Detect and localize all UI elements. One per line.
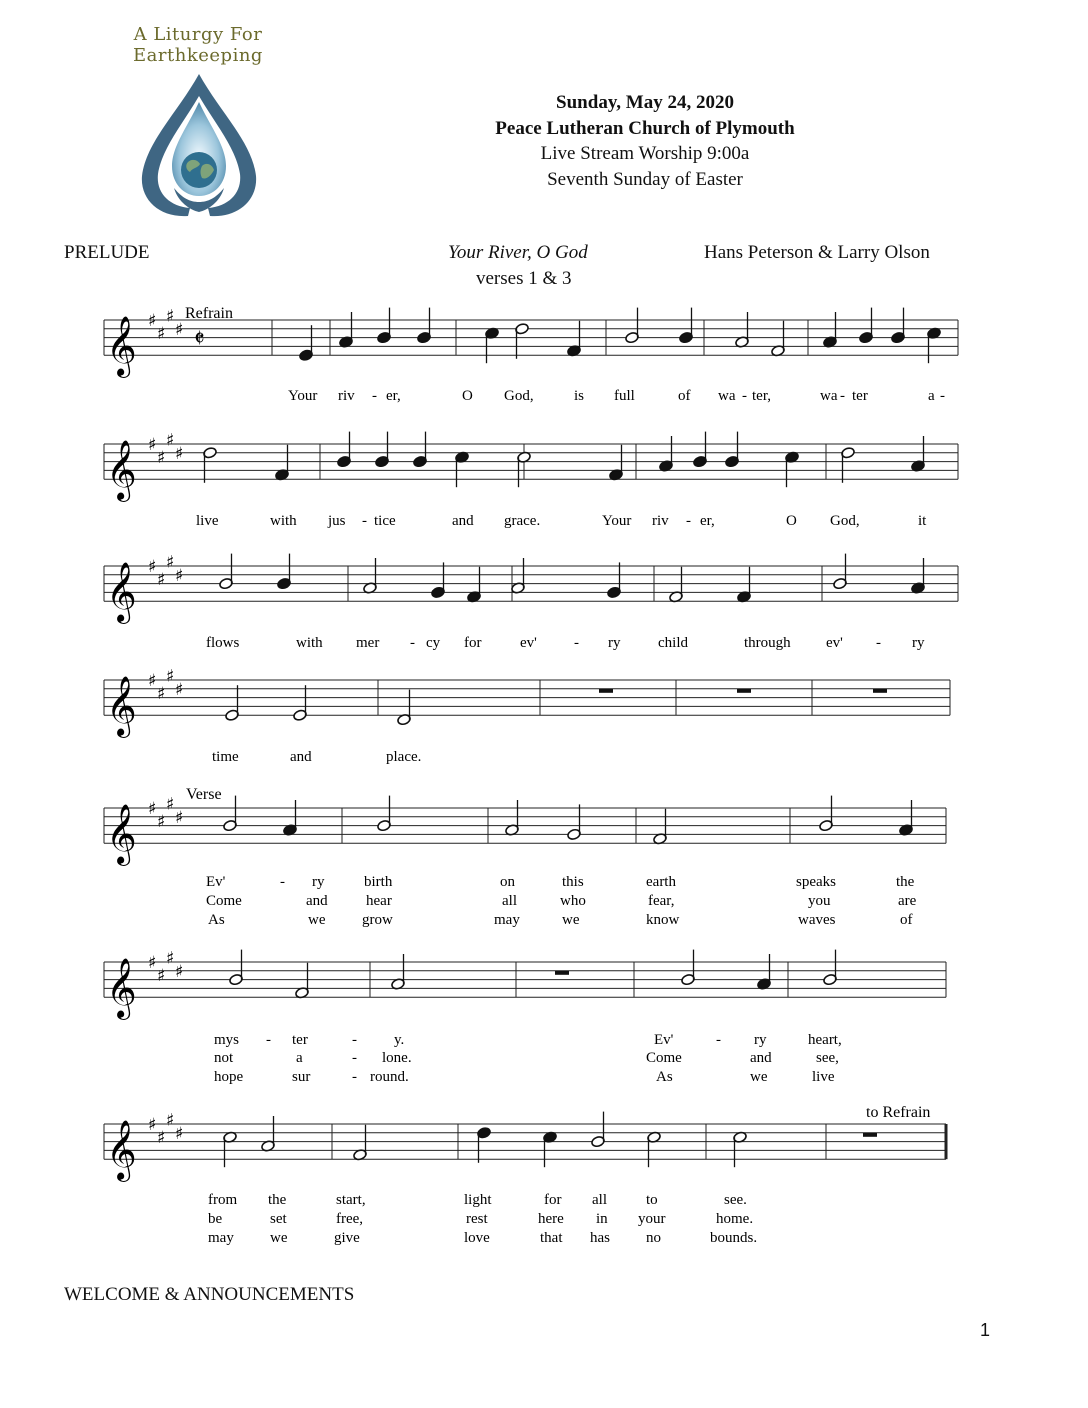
lyric: hear (366, 893, 392, 909)
lyric: O (462, 388, 473, 404)
lyric: the (896, 874, 915, 890)
lyric: place. (386, 749, 422, 765)
prelude-verses: verses 1 & 3 (476, 268, 572, 289)
treble-clef-icon: 𝄞 (106, 562, 137, 623)
lyric: live (812, 1069, 835, 1085)
welcome-announcements-heading: WELCOME & ANNOUNCEMENTS (64, 1284, 355, 1305)
lyric: - (352, 1069, 357, 1085)
lyric: a (296, 1050, 303, 1066)
lyric: - (716, 1032, 721, 1048)
whole-rest (737, 689, 751, 693)
sharp-icon: ♯ (157, 448, 166, 469)
lyric: see, (816, 1050, 839, 1066)
lyric: not (214, 1050, 234, 1066)
lyric: - (686, 513, 691, 529)
sharp-icon: ♯ (175, 1123, 184, 1144)
lyric: grace. (504, 513, 541, 529)
lyric: As (656, 1069, 673, 1085)
lyric: ev' (826, 635, 843, 651)
sharp-icon: ♯ (157, 684, 166, 705)
lyric: time (212, 749, 239, 765)
sharp-icon: ♯ (166, 1110, 175, 1131)
lyric: O (786, 513, 797, 529)
church-name: Peace Lutheran Church of Plymouth (495, 117, 795, 139)
sharp-icon: ♯ (157, 966, 166, 987)
system-4-lyrics (212, 749, 421, 765)
lyric: we (308, 912, 326, 928)
lyric: child (658, 635, 688, 651)
system-6-lyrics (214, 1032, 842, 1085)
lyric: Come (206, 893, 242, 909)
sharp-icon: ♯ (175, 679, 184, 700)
sharp-icon: ♯ (166, 666, 175, 687)
lyric: all (502, 893, 517, 909)
logo-line-1: A Liturgy For (133, 24, 263, 45)
lyric: - (352, 1032, 357, 1048)
lyric: sur (292, 1069, 311, 1085)
lyric: rest (466, 1211, 488, 1227)
cut-time-icon: 𝄵 (194, 324, 205, 353)
lyric: full (614, 388, 635, 404)
lyric: through (744, 635, 791, 651)
system-1-lyrics (288, 388, 945, 404)
to-refrain-mark: to Refrain (866, 1104, 931, 1121)
service-type: Live Stream Worship 9:00a (540, 143, 750, 164)
lyric: - (362, 513, 367, 529)
prelude-composers: Hans Peterson & Larry Olson (704, 242, 930, 263)
system-7-lyrics (208, 1192, 757, 1246)
sharp-icon: ♯ (166, 430, 175, 451)
lyric: here (538, 1211, 564, 1227)
treble-clef-icon: 𝄞 (106, 1120, 137, 1181)
lyric: on (500, 874, 515, 890)
lyric: bounds. (710, 1230, 758, 1246)
lyric: and (452, 513, 474, 529)
lyric: jus (328, 513, 346, 529)
sharp-icon: ♯ (157, 1128, 166, 1149)
lyric: Ev' (206, 874, 226, 890)
lyric: speaks (796, 874, 836, 890)
system-5-lyrics (206, 874, 917, 928)
lyric: we (270, 1230, 288, 1246)
lyric: to (646, 1192, 658, 1208)
lyric: may (494, 912, 520, 928)
lyric: - (876, 635, 881, 651)
lyric: - (840, 388, 845, 404)
lyric: hope (214, 1069, 244, 1085)
sharp-icon: ♯ (148, 435, 157, 455)
lyric: tice (374, 513, 396, 529)
sharp-icon: ♯ (175, 443, 184, 464)
lyric: riv (338, 388, 355, 404)
lyric: y. (394, 1032, 405, 1048)
lyric: grow (362, 912, 393, 928)
lyric: flows (206, 635, 240, 651)
lyric: of (678, 388, 691, 404)
lyric: birth (364, 874, 393, 890)
lyric: God, (830, 513, 860, 529)
whole-rest (599, 689, 613, 693)
lyric: waves (798, 912, 836, 928)
sharp-icon: ♯ (157, 570, 166, 591)
service-date: Sunday, May 24, 2020 (556, 92, 734, 113)
lyric: be (208, 1211, 223, 1227)
sharp-icon: ♯ (148, 1115, 157, 1135)
treble-clef-icon: 𝄞 (106, 676, 137, 737)
lyric: Come (646, 1050, 682, 1066)
lyric: - (266, 1032, 271, 1048)
lyric: this (562, 874, 584, 890)
liturgical-occasion: Seventh Sunday of Easter (547, 168, 743, 190)
lyric: - (352, 1050, 357, 1066)
lyric: and (750, 1050, 772, 1066)
lyric: it (918, 513, 927, 529)
system-2-lyrics (196, 513, 927, 529)
lyric: light (464, 1192, 492, 1208)
lyric: for (544, 1192, 562, 1208)
whole-rest (873, 689, 887, 693)
lyric: - (410, 635, 415, 651)
lyric: Your (288, 388, 318, 404)
lyric: wa (820, 388, 838, 404)
lyric: you (808, 893, 831, 909)
lyric: er, (386, 388, 401, 404)
sharp-icon: ♯ (148, 953, 157, 973)
lyric: know (646, 912, 680, 928)
lyric: ter (852, 388, 868, 404)
lyric: ter, (752, 388, 771, 404)
lyric: start, (336, 1192, 366, 1208)
lyric: - (742, 388, 747, 404)
whole-rest (555, 971, 569, 975)
lyric: earth (646, 874, 676, 890)
sharp-icon: ♯ (148, 671, 157, 691)
sharp-icon: ♯ (157, 324, 166, 345)
lyric: see. (724, 1192, 747, 1208)
whole-rest (863, 1133, 877, 1137)
lyric: heart, (808, 1032, 842, 1048)
lyric: ry (608, 635, 621, 651)
lyric: of (900, 912, 913, 928)
lyric: from (208, 1192, 238, 1208)
lyric: who (560, 893, 586, 909)
lyric: - (574, 635, 579, 651)
lyric: live (196, 513, 219, 529)
lyric: Your (602, 513, 632, 529)
sharp-icon: ♯ (175, 961, 184, 982)
sharp-icon: ♯ (175, 807, 184, 828)
lyric: are (898, 893, 917, 909)
lyric: - (280, 874, 285, 890)
lyric: in (596, 1211, 608, 1227)
prelude-title: Your River, O God (448, 242, 588, 263)
lyric: has (590, 1230, 610, 1246)
lyric: er, (700, 513, 715, 529)
lyric: ry (754, 1032, 767, 1048)
lyric: give (334, 1230, 360, 1246)
lyric: God, (504, 388, 534, 404)
sharp-icon: ♯ (157, 812, 166, 833)
sharp-icon: ♯ (166, 552, 175, 573)
lyric: - (372, 388, 377, 404)
prelude-label: PRELUDE (64, 242, 150, 263)
refrain-mark: Refrain (185, 305, 233, 322)
sharp-icon: ♯ (148, 557, 157, 577)
lyric: set (270, 1211, 287, 1227)
lyric: with (270, 513, 297, 529)
lyric: riv (652, 513, 669, 529)
lyric: may (208, 1230, 234, 1246)
lyric: wa (718, 388, 736, 404)
lyric: we (562, 912, 580, 928)
sharp-icon: ♯ (175, 565, 184, 586)
sharp-icon: ♯ (148, 311, 157, 331)
lyric: is (574, 388, 585, 404)
lyric: As (208, 912, 225, 928)
treble-clef-icon: 𝄞 (106, 316, 137, 377)
treble-clef-icon: 𝄞 (106, 440, 137, 501)
lyric: ry (912, 635, 925, 651)
sharp-icon: ♯ (148, 799, 157, 819)
lyric: and (306, 893, 328, 909)
lyric: Ev' (654, 1032, 674, 1048)
sharp-icon: ♯ (166, 794, 175, 815)
lyric: round. (370, 1069, 409, 1085)
logo-line-2: Earthkeeping (133, 45, 263, 66)
lyric: fear, (648, 893, 675, 909)
lyric: ter (292, 1032, 308, 1048)
lyric: mer (356, 635, 380, 651)
treble-clef-icon: 𝄞 (106, 804, 137, 865)
sharp-icon: ♯ (175, 319, 184, 340)
lyric: home. (716, 1211, 754, 1227)
page-number: 1 (980, 1320, 991, 1340)
lyric: mys (214, 1032, 240, 1048)
lyric: love (464, 1230, 490, 1246)
lyric: lone. (382, 1050, 412, 1066)
lyric: no (646, 1230, 661, 1246)
lyric: the (268, 1192, 287, 1208)
lyric: all (592, 1192, 607, 1208)
verse-mark: Verse (186, 786, 222, 803)
lyric: that (540, 1230, 563, 1246)
lyric: your (638, 1211, 666, 1227)
lyric: and (290, 749, 312, 765)
treble-clef-icon: 𝄞 (106, 958, 137, 1019)
lyric: - (940, 388, 945, 404)
sharp-icon: ♯ (166, 306, 175, 327)
lyric: ev' (520, 635, 537, 651)
sharp-icon: ♯ (166, 948, 175, 969)
lyric: free, (336, 1211, 364, 1227)
lyric: we (750, 1069, 768, 1085)
lyric: with (296, 635, 323, 651)
lyric: a (928, 388, 935, 404)
system-3-lyrics (206, 635, 925, 651)
lyric: for (464, 635, 482, 651)
lyric: cy (426, 635, 441, 651)
lyric: ry (312, 874, 325, 890)
